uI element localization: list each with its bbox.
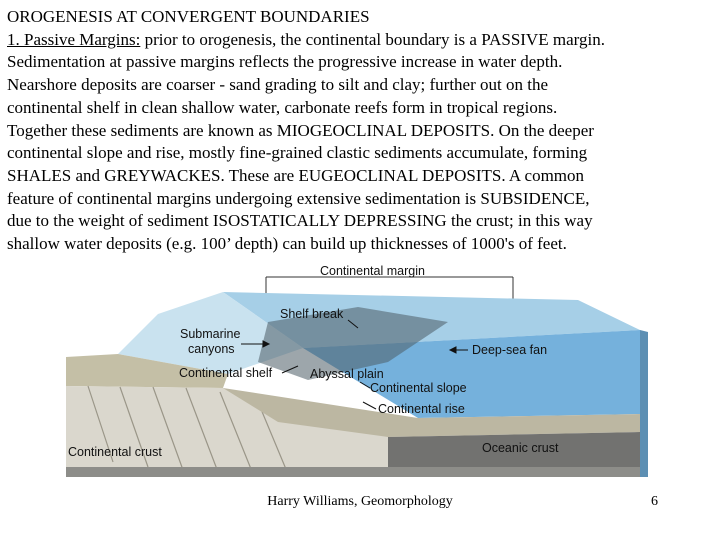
paragraph-line: shallow water deposits (e.g. 100’ depth) can build up thicknesses of 1000's of feet.: [7, 234, 567, 254]
passive-margin-diagram: [58, 262, 648, 492]
paragraph-line: continental shelf in clean shallow water, carbonate reefs form in tropical regions.: [7, 97, 558, 117]
label-canyons: canyons: [188, 342, 235, 356]
label-continental-margin: Continental margin: [320, 264, 425, 278]
label-oceanic-crust: Oceanic crust: [482, 441, 559, 455]
paragraph-line: Sedimentation at passive margins reflects the progressive increase in water depth.: [7, 52, 563, 72]
paragraph-line: Nearshore deposits are coarser - sand grading to silt and clay; further out on the: [7, 75, 548, 95]
label-shelf-break: Shelf break: [280, 307, 344, 321]
label-abyssal-plain: Abyssal plain: [310, 367, 384, 381]
slide-text: [7, 6, 719, 256]
paragraph-line: due to the weight of sediment ISOSTATICALLY DEPRESSING the crust; in this way: [7, 211, 593, 231]
block-right-face: [640, 330, 648, 477]
label-submarine: Submarine: [180, 327, 241, 341]
label-continental-crust: Continental crust: [68, 445, 162, 459]
footer-credit: Harry Williams, Geomorphology: [267, 494, 453, 509]
section-heading: 1. Passive Margins:: [7, 29, 141, 49]
mantle-layer: [66, 467, 640, 477]
label-continental-shelf: Continental shelf: [179, 366, 273, 380]
label-deep-sea-fan: Deep-sea fan: [472, 343, 548, 357]
paragraph-line: feature of continental margins undergoing extensive sedimentation is SUBSIDENCE,: [7, 188, 590, 208]
paragraph-line-1: [7, 29, 719, 52]
slide-number: 6: [651, 494, 658, 509]
paragraph-line: Together these sediments are known as MIOGEOCLINAL DEPOSITS. On the deeper: [7, 120, 594, 140]
paragraph-line: SHALES and GREYWACKES. These are EUGEOCLINAL DEPOSITS. A common: [7, 165, 585, 185]
continental-crust-block: [66, 386, 388, 477]
label-continental-rise: Continental rise: [378, 402, 465, 416]
slide-title: OROGENESIS AT CONVERGENT BOUNDARIES: [7, 7, 370, 26]
paragraph-text: prior to orogenesis, the continental boundary is a PASSIVE margin.: [140, 29, 605, 49]
paragraph-line: continental slope and rise, mostly fine-grained clastic sediments accumulate, forming: [7, 143, 588, 163]
label-continental-slope: Continental slope: [370, 381, 467, 395]
